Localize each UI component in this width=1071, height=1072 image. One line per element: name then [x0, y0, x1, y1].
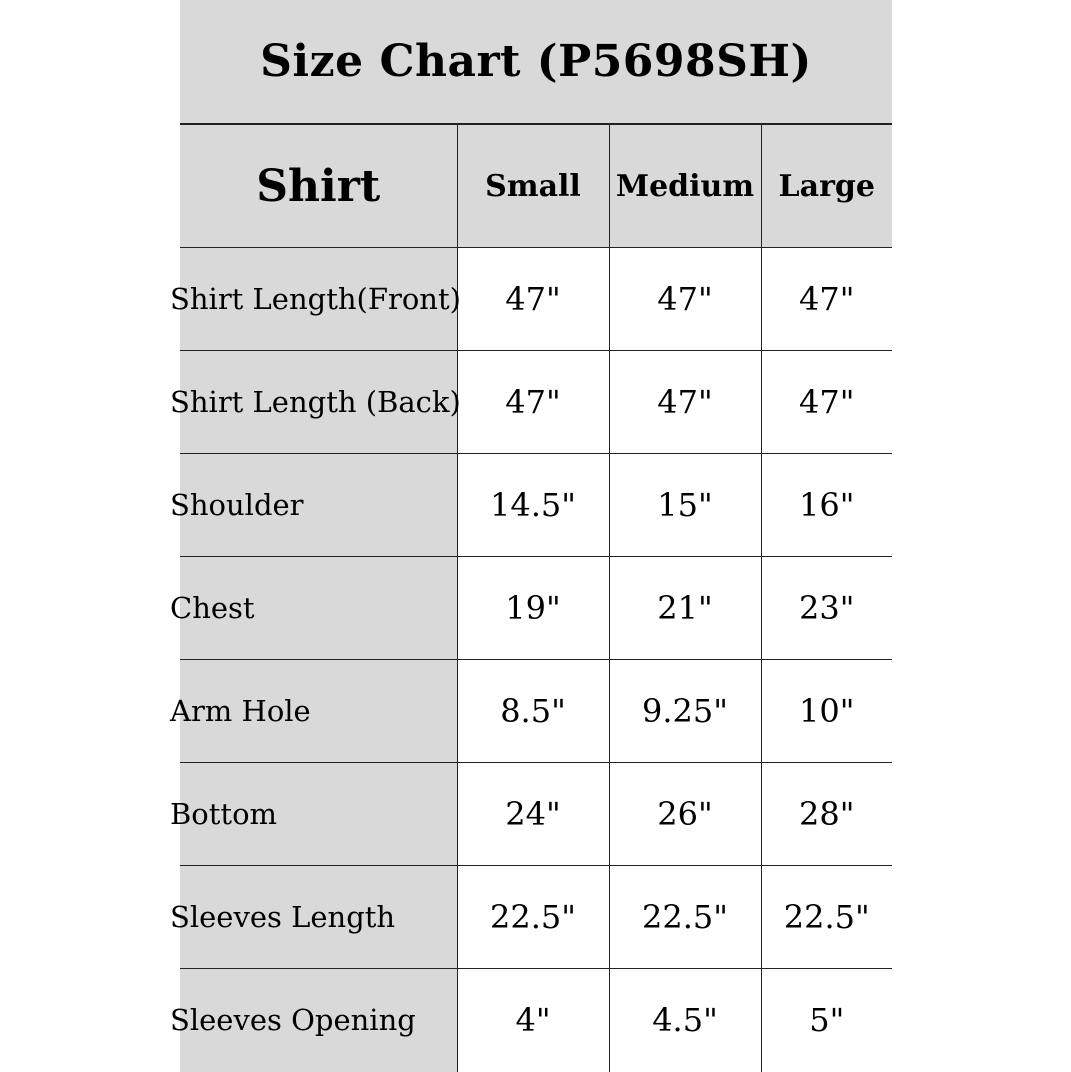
table-row: [180, 248, 892, 351]
row-label-text: Chest: [170, 591, 255, 625]
corner-header: Shirt: [180, 125, 457, 248]
table-cell: 22.5": [609, 866, 761, 969]
table-cell: 26": [609, 763, 761, 866]
table-row: [180, 969, 892, 1072]
table-cell: 10": [761, 660, 892, 763]
chart-title: Size Chart (P5698SH): [180, 0, 892, 124]
column-header-large: Large: [761, 125, 892, 248]
table-row: [180, 557, 892, 660]
table-row: [180, 763, 892, 866]
table-row: [180, 660, 892, 763]
table-row: [180, 454, 892, 557]
table-cell: 22.5": [457, 866, 609, 969]
table-cell: 5": [761, 969, 892, 1072]
table-row: [180, 866, 892, 969]
table-cell: 19": [457, 557, 609, 660]
table-cell: 23": [761, 557, 892, 660]
row-label: [170, 969, 457, 1072]
table-cell: 8.5": [457, 660, 609, 763]
row-label: [170, 248, 461, 351]
table-cell: 47": [761, 351, 892, 454]
size-chart: [170, 0, 892, 1071]
row-label-text: Shoulder: [170, 488, 304, 522]
table-cell: 47": [609, 248, 761, 351]
row-label-text: Shirt Length(Front): [170, 282, 461, 316]
table-cell: 4": [457, 969, 609, 1072]
row-label-text: Shirt Length (Back): [170, 385, 461, 419]
column-header-small: Small: [457, 125, 609, 248]
row-label-text: Arm Hole: [170, 694, 311, 728]
row-label-text: Bottom: [170, 797, 278, 831]
table-cell: 16": [761, 454, 892, 557]
table-cell: 14.5": [457, 454, 609, 557]
size-table: [170, 124, 892, 1072]
table-cell: 21": [609, 557, 761, 660]
row-label: [170, 660, 457, 763]
row-label: [170, 866, 457, 969]
row-label: [170, 557, 457, 660]
row-label-text: Sleeves Length: [170, 900, 396, 934]
table-cell: 24": [457, 763, 609, 866]
header-row: [180, 125, 892, 248]
column-header-medium: Medium: [609, 125, 761, 248]
table-cell: 15": [609, 454, 761, 557]
row-label: [170, 454, 457, 557]
table-cell: 47": [457, 248, 609, 351]
table-cell: 47": [761, 248, 892, 351]
table-cell: 4.5": [609, 969, 761, 1072]
table-cell: 28": [761, 763, 892, 866]
table-cell: 47": [609, 351, 761, 454]
table-cell: 22.5": [761, 866, 892, 969]
row-label: [170, 763, 457, 866]
table-row: [180, 351, 892, 454]
table-cell: 47": [457, 351, 609, 454]
table-cell: 9.25": [609, 660, 761, 763]
row-label: [170, 351, 461, 454]
row-label-text: Sleeves Opening: [170, 1003, 416, 1038]
